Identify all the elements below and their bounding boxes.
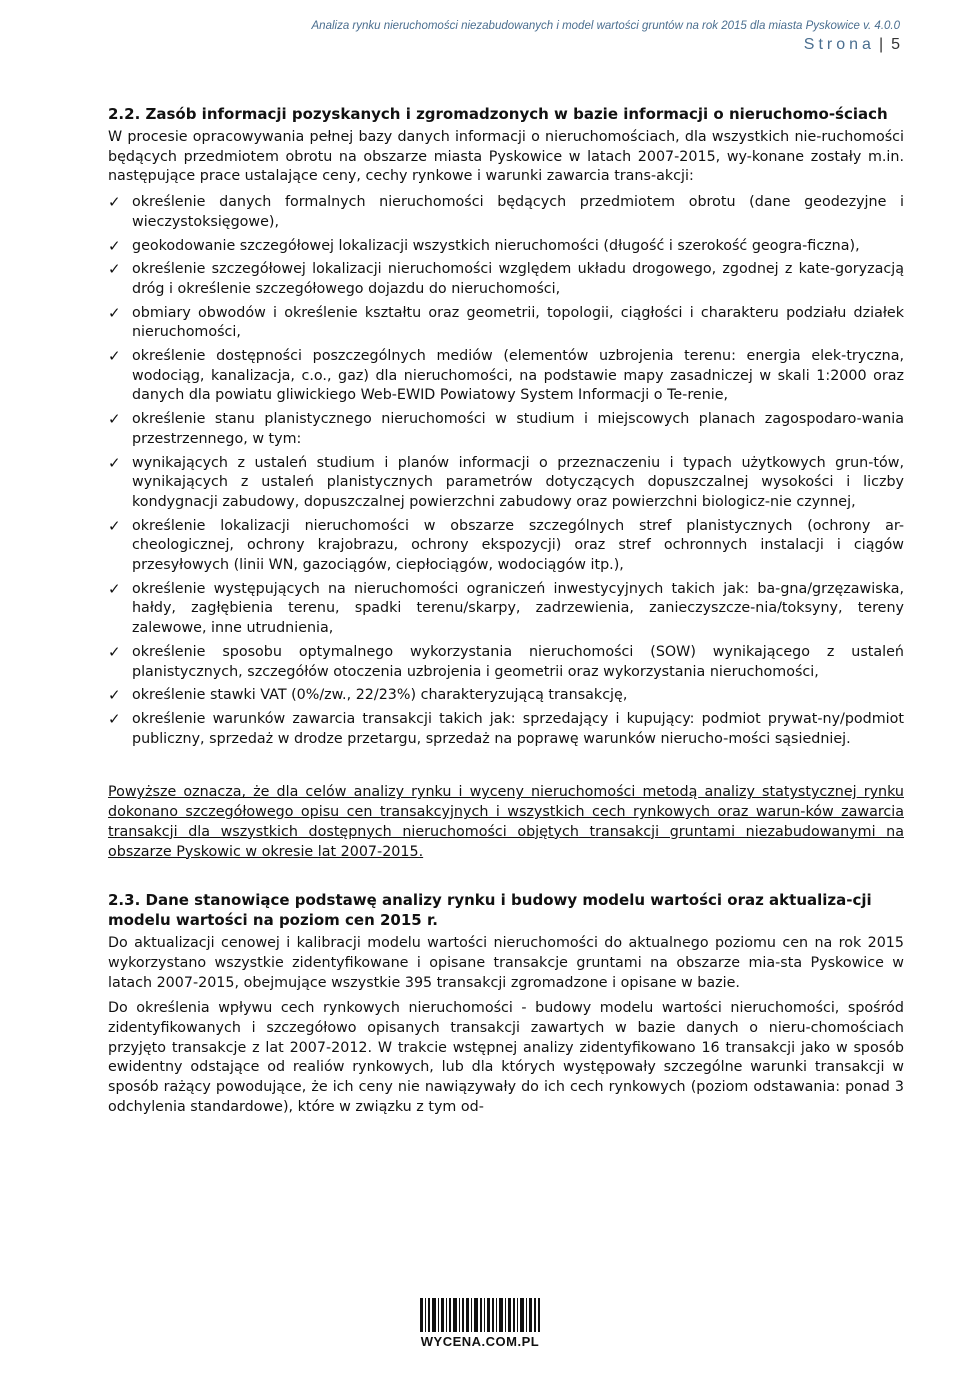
list-item: ✓ określenie dostępności poszczególnych mediów (elementów uzbrojenia terenu: energia elek-tryczna, wodociąg, kanalizacja, c.o., gaz) dla nieruchomości, na podstawie mapy zasadniczej w skali 1:2000 oraz danych dla powiatu gliwickiego Web-EWID Powiatowy System Informacji o Te-renie, <box>108 347 904 404</box>
check-icon: ✓ <box>108 260 121 279</box>
check-icon: ✓ <box>108 303 121 322</box>
document-body <box>108 104 904 1118</box>
list-item: ✓ określenie lokalizacji nieruchomości w obszarze szczególnych stref planistycznych (ochrony ar-cheologicznej, ochrony krajobrazu, ochrony ekspozycji) oraz stref ochronnych instalacji i ciągów przesyłowych (linii WN, gazociągów, ciepłociągów, wodociągów itp.), <box>108 516 904 574</box>
section-2-2-heading: 2.2. Zasób informacji pozyskanych i zgromadzonych w bazie informacji o nieruchomo-ściach <box>108 105 888 123</box>
list-item: ✓ obmiary obwodów i określenie kształtu oraz geometrii, topologii, ciągłości i charakteru podziału działek nieruchomości, <box>108 303 904 341</box>
list-item: ✓ określenie szczegółowej lokalizacji nieruchomości względem układu drogowego, zgodnej z kate-goryzacją dróg i określenie szczegółowego dojazdu do nieruchomości, <box>108 260 904 297</box>
check-icon: ✓ <box>108 347 121 366</box>
list-item: ✓ określenie warunków zawarcia transakcji takich jak: sprzedający i kupujący: podmiot prywat-ny/podmiot publiczny, sprzedaż w drodze przetargu, sprzedaż na poprawę warunków nierucho-mości sąsiedniej. <box>108 709 904 747</box>
page-separator: | <box>878 36 884 53</box>
check-icon: ✓ <box>108 193 121 212</box>
check-icon: ✓ <box>108 709 121 728</box>
check-icon: ✓ <box>108 516 121 535</box>
list-item: ✓ określenie danych formalnych nieruchomości będących przedmiotem obrotu (dane geodezyjne i wieczystoksięgowe), <box>108 193 904 230</box>
section-2-3-paragraph-1: Do aktualizacji cenowej i kalibracji modelu wartości nieruchomości do aktualnego poziomu cen na rok 2015 wykorzystano wszystkie zidentyfikowane i opisane transakcje gruntami na obszarze mia-sta Pyskowice w latach 2007-2015, obejmujące wszystkie 395 transakcji zgromadzone i opisane w bazie. <box>108 935 904 991</box>
section-2-3-paragraph-2: Do określenia wpływu cech rynkowych nieruchomości - budowy modelu wartości nieruchomości, spośród zidentyfikowanych i szczegółowo opisanych transakcji zawartych w bazie danych o nieru-chomościach przyjęto transakcje z lat 2007-2012. W trakcie wstępnej analizy zidentyfikowano 16 transakcji jako w sposób ewidentny odstające od realiów rynkowych, lub dla których występowały szczególne warunki transakcji w sposób rażący powodujące, że ich ceny nie nawiązywały do ich cech rynkowych (poziom odstawania: ponad 3 odchylenia standardowe), które w związku z tym od- <box>108 1000 904 1115</box>
list-item: ✓ określenie sposobu optymalnego wykorzystania nieruchomości (SOW) wynikającego z ustaleń planistycznych, szczegółów otoczenia uzbrojenia i geometrii oraz wykorzystania nieruchomości, <box>108 642 904 680</box>
check-icon: ✓ <box>108 236 121 255</box>
barcode-icon <box>420 1298 540 1332</box>
check-icon: ✓ <box>108 642 121 661</box>
list-item: ✓ określenie stanu planistycznego nieruchomości w studium i miejscowych planach zagospodaro-wania przestrzennego, w tym: <box>108 410 904 447</box>
check-icon: ✓ <box>108 410 121 429</box>
running-header: Analiza rynku nieruchomości niezabudowanych i model wartości gruntów na rok 2015 dla miasta Pyskowice v. 4.0.0 <box>311 20 900 32</box>
list-item: ✓ geokodowanie szczegółowej lokalizacji wszystkich nieruchomości (długość i szerokość geogra-ficzna), <box>108 236 860 255</box>
list-item: ✓ określenie występujących na nieruchomości ograniczeń inwestycyjnych takich jak: ba-gna/grzęzawiska, hałdy, zagłębienia terenu, spadki terenu/skarpy, zadrzewienia, zanieczyszcze-nia/toksyny, tereny zalewowe, inne utrudnienia, <box>108 579 904 637</box>
check-icon: ✓ <box>108 579 121 598</box>
check-icon: ✓ <box>108 453 121 472</box>
list-item: ✓ określenie stawki VAT (0%/zw., 22/23%) charakteryzującą transakcję, <box>108 686 628 705</box>
list-item: ✓ wynikających z ustaleń studium i planów informacji o przeznaczeniu i typach użytkowych grun-tów, wynikających z ustaleń planistycznych parametrów dotyczących dopuszczalnej wysokości i liczby kondygnacji zabudowy, dopuszczalnej powierzchni zabudowy oraz powierzchni biologicz-nie czynnej, <box>108 453 904 510</box>
page-indicator <box>804 36 900 54</box>
section-2-2-intro: W procesie opracowywania pełnej bazy danych informacji o nieruchomościach, dla wszystkich nie-ruchomości będących przedmiotem obrotu na obszarze miasta Pyskowice w latach 2007-2015, wy-konane zostały m.in. następujące prace ustalające ceny, cechy rynkowe i warunki zawarcia trans-akcji: <box>108 129 904 185</box>
work-items-list <box>108 193 904 749</box>
page-number: 5 <box>891 36 900 53</box>
wycena-logo <box>420 1298 540 1350</box>
page-label: Strona <box>803 36 875 53</box>
section-2-3-heading: 2.3. Dane stanowiące podstawę analizy rynku i budowy modelu wartości oraz aktualiza-cji modelu wartości na poziom cen 2015 r. <box>108 891 872 930</box>
logo-text: WYCENA.COM.PL <box>420 1334 540 1349</box>
summary-paragraph: Powyższe oznacza, że dla celów analizy rynku i wyceny nieruchomości metodą analizy statystycznej rynku dokonano szczegółowego opisu cen transakcyjnych i wszystkich cech rynkowych oraz warun-ków zawarcia transakcji dla wszystkich dostępnych nieruchomości objętych transakcji gruntami niezabudowanymi na obszarze Pyskowic w okresie lat 2007-2015. <box>108 784 904 860</box>
check-icon: ✓ <box>108 686 121 705</box>
